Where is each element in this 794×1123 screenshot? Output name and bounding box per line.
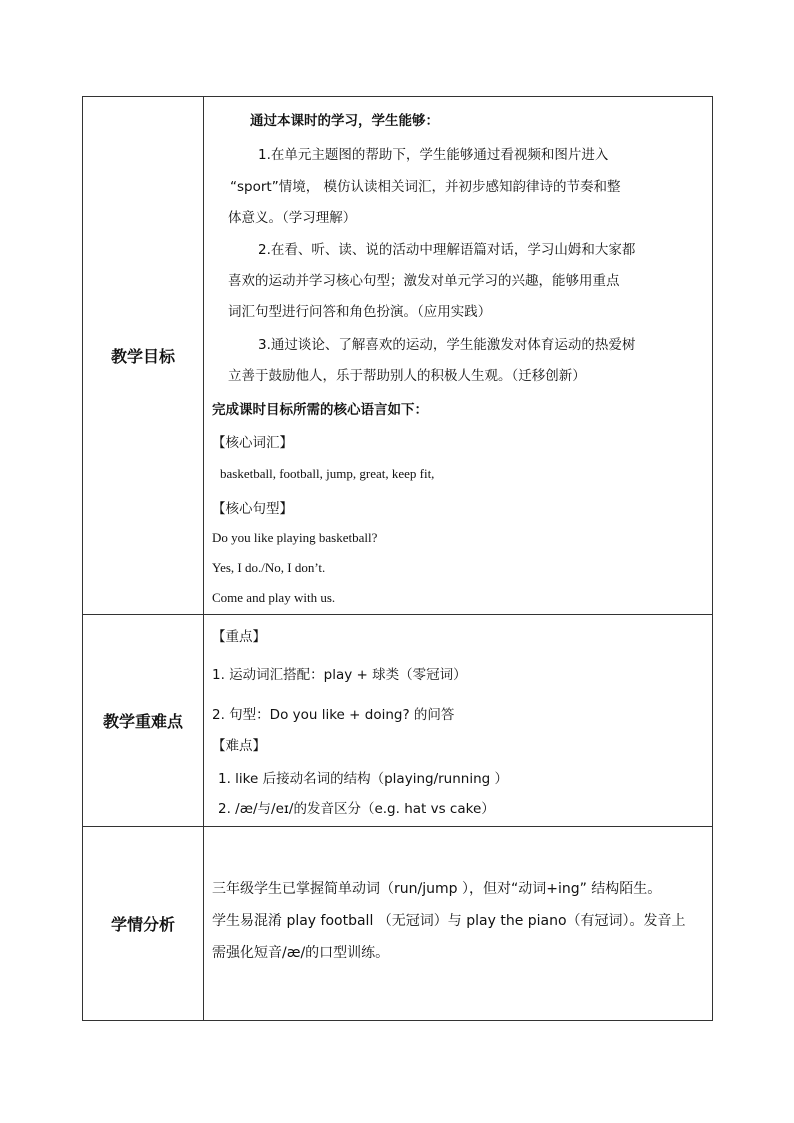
- pattern-heading: 【核心句型】: [212, 501, 293, 517]
- analysis-line-1: 三年级学生已掌握简单动词（run/jump ），但对“动词+ing” 结构陌生。: [212, 881, 662, 897]
- goal3-line2: 立善于鼓励他人，乐于帮助别人的积极人生观。（迁移创新）: [228, 368, 586, 384]
- content-key-difficult-points: [204, 615, 713, 827]
- goal2-line3: 词汇句型进行问答和角色扮演。（应用实践）: [228, 304, 492, 320]
- label-key-difficult-points: 教学重难点: [83, 615, 204, 827]
- label-teaching-objectives: 教学目标: [83, 97, 204, 615]
- row-teaching-objectives: [83, 97, 713, 615]
- objectives-intro: 通过本课时的学习，学生能够：: [250, 113, 439, 129]
- goal2-line1: 2.在看、听、读、说的活动中理解语篇对话，学习山姆和大家都: [258, 242, 636, 258]
- key-point-2: 2. 句型：Do you like + doing? 的问答: [212, 707, 455, 723]
- pattern-2: Yes, I do./No, I don’t.: [212, 560, 326, 575]
- label-student-analysis: 学情分析: [83, 827, 204, 1021]
- goal1-line3: 体意义。（学习理解）: [228, 210, 357, 226]
- row-key-difficult-points: [83, 615, 713, 827]
- analysis-line-2: 学生易混淆 play football （无冠词）与 play the piano（有冠词）。发音上: [212, 913, 686, 929]
- vocab-list: basketball, football, jump, great, keep fit,: [220, 466, 435, 481]
- key-point-1: 1. 运动词汇搭配：play + 球类（零冠词）: [212, 667, 467, 683]
- vocab-heading: 【核心词汇】: [212, 435, 293, 451]
- goal2-line2: 喜欢的运动并学习核心句型；激发对单元学习的兴趣，能够用重点: [228, 273, 620, 289]
- difficult-point-1: 1. like 后接动名词的结构（playing/running ）: [218, 771, 508, 787]
- difficult-point-2: 2. /æ/与/eɪ/的发音区分（e.g. hat vs cake）: [218, 801, 495, 817]
- row-student-analysis: [83, 827, 713, 1021]
- core-language-heading: 完成课时目标所需的核心语言如下：: [212, 402, 428, 418]
- key-points-heading: 【重点】: [212, 629, 266, 645]
- difficult-points-heading: 【难点】: [212, 738, 266, 754]
- pattern-3: Come and play with us.: [212, 590, 336, 605]
- goal3-line1: 3.通过谈论、了解喜欢的运动，学生能激发对体育运动的热爱树: [258, 337, 636, 353]
- pattern-1: Do you like playing basketball?: [212, 530, 378, 545]
- goal1-line1: 1.在单元主题图的帮助下，学生能够通过看视频和图片进入: [258, 147, 609, 163]
- analysis-line-3: 需强化短音/æ/的口型训练。: [212, 945, 390, 961]
- goal1-line2: “sport”情境， 模仿认读相关词汇，并初步感知韵律诗的节奏和整: [230, 179, 621, 195]
- lesson-plan-table: [82, 96, 713, 1021]
- content-teaching-objectives: [204, 97, 713, 615]
- content-student-analysis: [204, 827, 713, 1021]
